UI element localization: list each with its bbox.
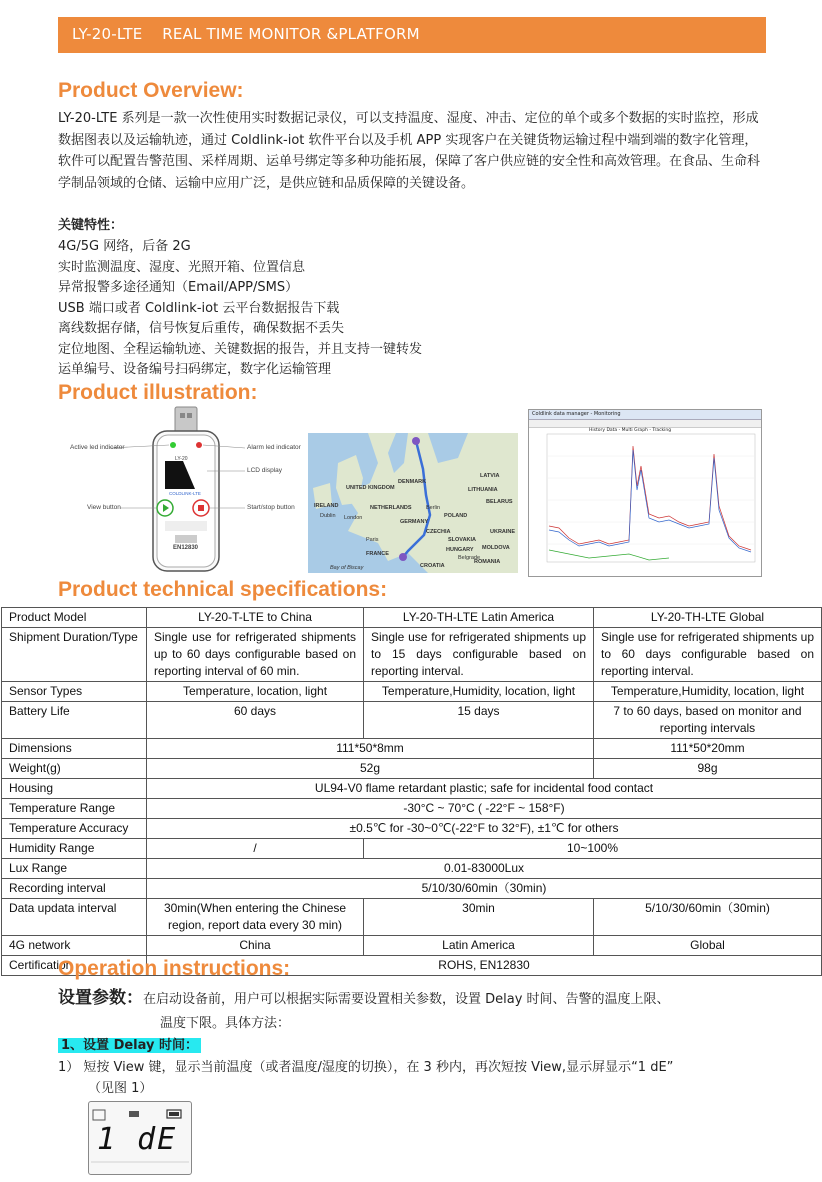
map-label: GERMANY	[400, 519, 429, 525]
feature-item: 4G/5G 网络，后备 2G	[58, 239, 191, 254]
table-header-cell: LY-20-TH-LTE Latin America	[364, 608, 594, 628]
table-cell: ROHS, EN12830	[147, 956, 822, 976]
map-label: HUNGARY	[446, 547, 474, 553]
table-row	[2, 759, 822, 779]
table-cell: 15 days	[364, 702, 594, 739]
table-row	[2, 682, 822, 702]
table-cell: China	[147, 936, 364, 956]
table-label-cell: Housing	[2, 779, 147, 799]
table-cell: 30min	[364, 899, 594, 936]
specs-heading: Product technical specifications:	[58, 578, 388, 601]
settings-line	[58, 988, 670, 1010]
software-titlebar: Coldlink data manager - Monitoring	[529, 410, 761, 420]
table-cell: 30min(When entering the Chinese region, report data every 30 min)	[147, 899, 364, 936]
map-label: Paris	[366, 537, 379, 543]
label-alarm-led: Alarm led indicator	[247, 444, 301, 451]
map-label: MOLDOVA	[482, 545, 510, 551]
lcd-figure	[88, 1101, 192, 1175]
table-cell: Global	[594, 936, 822, 956]
lcd-text: 1 dE	[97, 1122, 178, 1157]
table-cell: 10~100%	[364, 839, 822, 859]
table-label-cell: Temperature Accuracy	[2, 819, 147, 839]
header-bar	[58, 17, 766, 53]
map-label: LATVIA	[480, 473, 500, 479]
table-cell: Temperature, location, light	[147, 682, 364, 702]
table-cell: 52g	[147, 759, 594, 779]
table-label-cell: Weight(g)	[2, 759, 147, 779]
table-label-cell: Recording interval	[2, 879, 147, 899]
key-features-list	[58, 237, 422, 381]
map-label: Dublin	[320, 513, 336, 519]
map-label: IRELAND	[314, 503, 339, 509]
table-row	[2, 628, 822, 682]
table-cell: Single use for refrigerated shipments up to 60 days configurable based on reporting interval.	[594, 628, 822, 682]
table-row	[2, 899, 822, 936]
key-features-title: 关键特性：	[58, 218, 124, 233]
settings-text-2: 温度下限。具体方法：	[160, 1016, 291, 1031]
header-title: LY-20-LTE REAL TIME MONITOR &PLATFORM	[72, 25, 420, 43]
software-chart	[529, 426, 761, 576]
feature-item: 实时监测温度、湿度、光照开箱、位置信息	[58, 259, 306, 275]
settings-title: 设置参数：	[58, 988, 143, 1008]
feature-item: 离线数据存储，信号恢复后重传，确保数据不丢失	[58, 321, 345, 336]
map-label: LITHUANIA	[468, 487, 498, 493]
table-cell: Temperature,Humidity, location, light	[594, 682, 822, 702]
map-label: CROATIA	[420, 563, 445, 569]
table-label-cell: Dimensions	[2, 739, 147, 759]
step-heading: 1、设置 Delay 时间：	[58, 1038, 201, 1053]
device-figure	[65, 405, 305, 575]
table-cell: Single use for refrigerated shipments up to 60 days configurable based on reporting interval of 60 min.	[147, 628, 364, 682]
label-lcd: LCD display	[247, 467, 283, 474]
label-model: LY-20	[175, 456, 188, 462]
table-row	[2, 936, 822, 956]
map-label: UKRAINE	[490, 529, 516, 535]
step-line	[58, 1057, 673, 1078]
table-cell: -30°C ~ 70°C ( -22°F ~ 158°F)	[147, 799, 822, 819]
table-cell: 0.01-83000Lux	[147, 859, 822, 879]
table-label-cell: Lux Range	[2, 859, 147, 879]
table-row	[2, 702, 822, 739]
label-view-button: View button	[87, 504, 121, 511]
table-cell: 5/10/30/60min（30min)	[147, 879, 822, 899]
step-ref: （见图 1）	[88, 1081, 153, 1096]
label-brand: COLDLINK-LTE	[169, 491, 201, 496]
table-header-cell: Product Model	[2, 608, 147, 628]
software-screenshot	[528, 409, 762, 577]
table-row	[2, 739, 822, 759]
table-row	[2, 608, 822, 628]
table-cell: 111*50*20mm	[594, 739, 822, 759]
table-row	[2, 879, 822, 899]
map-label: POLAND	[444, 513, 468, 519]
map-label: SLOVAKIA	[448, 537, 477, 543]
settings-text: 在启动设备前，用户可以根据实际需要设置相关参数，设置 Delay 时间、告警的温度上限、	[143, 992, 670, 1007]
operation-heading: Operation instructions:	[58, 957, 291, 980]
step-number: 1）	[58, 1060, 80, 1075]
table-cell: /	[147, 839, 364, 859]
map-label: NETHERLANDS	[370, 505, 412, 511]
overview-paragraph: LY-20-LTE 系列是一款一次性使用实时数据记录仪，可以支持温度、湿度、冲击、定位的单个或多个数据的实时监控，形成数据图表以及运输轨迹，通过 Coldlink-iot 软件平台以及手机 APP 实现客户在关键货物运输过程中端到端的数字化管理，软件可以配置告警范围、采样周期、运单号绑定等多种功能拓展，保障了客户供应链的安全性和高效管理。在食品、生命科学制品领域的仓储、运输中应用广泛，是供应链和品质保障的关键设备。	[58, 111, 761, 191]
table-label-cell: Data updata interval	[2, 899, 147, 936]
software-chart-title: History Data - Multi Graph - Tracking	[589, 428, 672, 433]
table-row	[2, 819, 822, 839]
map-label: ROMANIA	[474, 559, 501, 565]
map-figure	[308, 433, 518, 573]
table-label-cell: Humidity Range	[2, 839, 147, 859]
map-label: CZECHIA	[426, 529, 451, 535]
feature-item: 运单编号、设备编号扫码绑定，数字化运输管理	[58, 362, 332, 377]
table-row	[2, 859, 822, 879]
map-label: Berlin	[426, 505, 441, 511]
overview-heading: Product Overview:	[58, 79, 244, 102]
table-cell: UL94-V0 flame retardant plastic; safe for incidental food contact	[147, 779, 822, 799]
table-cell: 98g	[594, 759, 822, 779]
feature-item: 定位地图、全程运输轨迹、关键数据的报告，并且支持一键转发	[58, 341, 423, 357]
label-active-led: Active led indicator	[70, 444, 125, 451]
feature-item: 异常报警多途径通知（Email/APP/SMS）	[58, 280, 299, 295]
table-row	[2, 839, 822, 859]
label-cert: EN12830	[173, 545, 199, 551]
table-label-cell: Certification	[2, 956, 147, 976]
table-label-cell: Shipment Duration/Type	[2, 628, 147, 682]
map-label: DENMARK	[398, 479, 427, 485]
table-header-cell: LY-20-T-LTE to China	[147, 608, 364, 628]
table-cell: Single use for refrigerated shipments up to 15 days configurable based on reporting interval.	[364, 628, 594, 682]
table-cell: Latin America	[364, 936, 594, 956]
table-cell: 60 days	[147, 702, 364, 739]
table-cell: 111*50*8mm	[147, 739, 594, 759]
table-row	[2, 799, 822, 819]
map-label: London	[344, 515, 363, 521]
illustration-heading: Product illustration:	[58, 381, 258, 404]
step-text: 短按 View 键，显示当前温度（或者温度/湿度的切换），在 3 秒内，再次短按 View,显示屏显示“1 dE”	[83, 1060, 674, 1075]
table-label-cell: Battery Life	[2, 702, 147, 739]
table-cell: 5/10/30/60min（30min)	[594, 899, 822, 936]
table-cell: ±0.5℃ for -30~0℃(-22°F to 32°F), ±1℃ for others	[147, 819, 822, 839]
table-label-cell: Sensor Types	[2, 682, 147, 702]
table-header-cell: LY-20-TH-LTE Global	[594, 608, 822, 628]
map-label: Belgrade	[458, 555, 481, 561]
table-cell: 7 to 60 days, based on monitor and reporting intervals	[594, 702, 822, 739]
map-label: Bay of Biscay	[330, 565, 364, 571]
table-label-cell: 4G network	[2, 936, 147, 956]
spec-table	[1, 607, 822, 976]
table-row	[2, 779, 822, 799]
table-label-cell: Temperature Range	[2, 799, 147, 819]
label-start-stop: Start/stop button	[247, 504, 295, 511]
map-label: BELARUS	[486, 499, 513, 505]
feature-item: USB 端口或者 Coldlink-iot 云平台数据报告下载	[58, 300, 340, 316]
table-cell: Temperature,Humidity, location, light	[364, 682, 594, 702]
map-label: FRANCE	[366, 551, 389, 557]
map-label: UNITED KINGDOM	[346, 485, 395, 491]
